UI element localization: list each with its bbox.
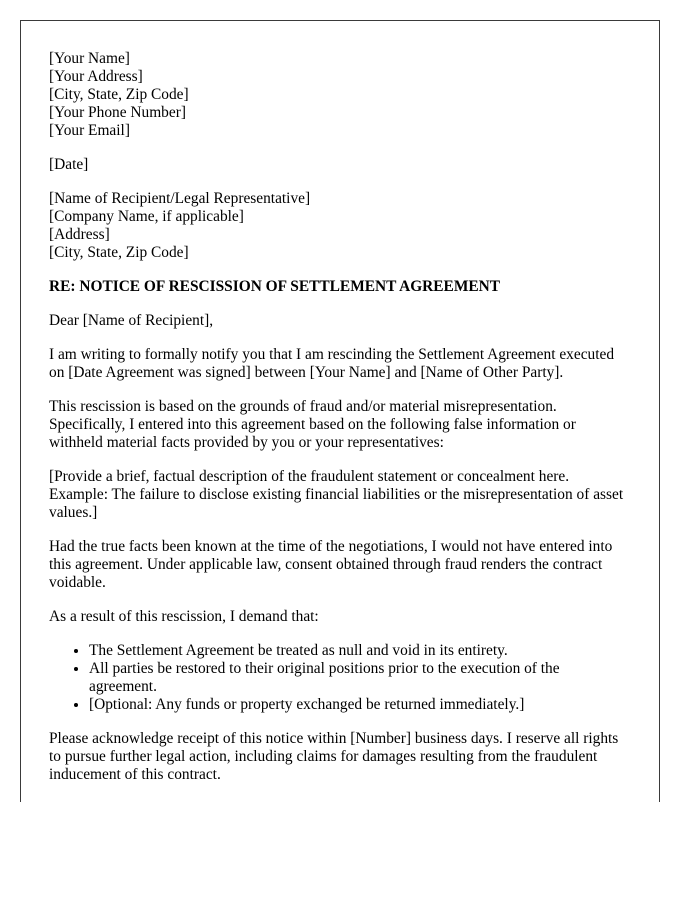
paragraph-demand-intro: As a result of this rescission, I demand that:: [49, 608, 319, 625]
sender-block: [49, 50, 629, 140]
sender-city-state-zip: [City, State, Zip Code]: [49, 86, 189, 103]
recipient-name: [Name of Recipient/Legal Representative]: [49, 190, 311, 207]
sender-name: [Your Name]: [49, 50, 130, 67]
list-item: • The Settlement Agreement be treated as null and void in its entirety.: [89, 642, 629, 660]
sender-email: [Your Email]: [49, 122, 130, 139]
letter-page: [20, 20, 660, 802]
recipient-city-state-zip: [City, State, Zip Code]: [49, 244, 189, 261]
list-item: • All parties be restored to their original positions prior to the execution of the agreement.: [89, 660, 629, 696]
letter-content: [49, 50, 629, 800]
sender-address: [Your Address]: [49, 68, 143, 85]
paragraph-acknowledge: Please acknowledge receipt of this notice within [Number] business days. I reserve all rights to pursue further legal action, including claims for damages resulting from the fraudulent inducement of this contract.: [49, 730, 619, 783]
recipient-block: [49, 190, 629, 262]
demands-list: [49, 642, 629, 714]
paragraph-description: [Provide a brief, factual description of the fraudulent statement or concealment here. Example: The failure to disclose existing financial liabilities or the misrepresentation of asset values.]: [49, 468, 624, 521]
letter-date: [Date]: [49, 156, 89, 173]
recipient-company: [Company Name, if applicable]: [49, 208, 244, 225]
salutation: Dear [Name of Recipient],: [49, 312, 214, 329]
paragraph-true-facts: Had the true facts been known at the time of the negotiations, I would not have entered into this agreement. Under applicable law, consent obtained through fraud renders the contract voidable.: [49, 538, 613, 591]
date-block: [49, 156, 629, 174]
paragraph-notice: I am writing to formally notify you that I am rescinding the Settlement Agreement executed on [Date Agreement was signed] between [Your Name] and [Name of Other Party].: [49, 346, 615, 381]
subject-line: RE: NOTICE OF RESCISSION OF SETTLEMENT AGREEMENT: [49, 278, 500, 295]
sender-phone: [Your Phone Number]: [49, 104, 186, 121]
list-item: • [Optional: Any funds or property exchanged be returned immediately.]: [89, 696, 629, 714]
paragraph-grounds: This rescission is based on the grounds of fraud and/or material misrepresentation. Specifically, I entered into this agreement based on the following false information or withheld material facts provided by you or your representatives:: [49, 398, 576, 451]
recipient-address: [Address]: [49, 226, 110, 243]
